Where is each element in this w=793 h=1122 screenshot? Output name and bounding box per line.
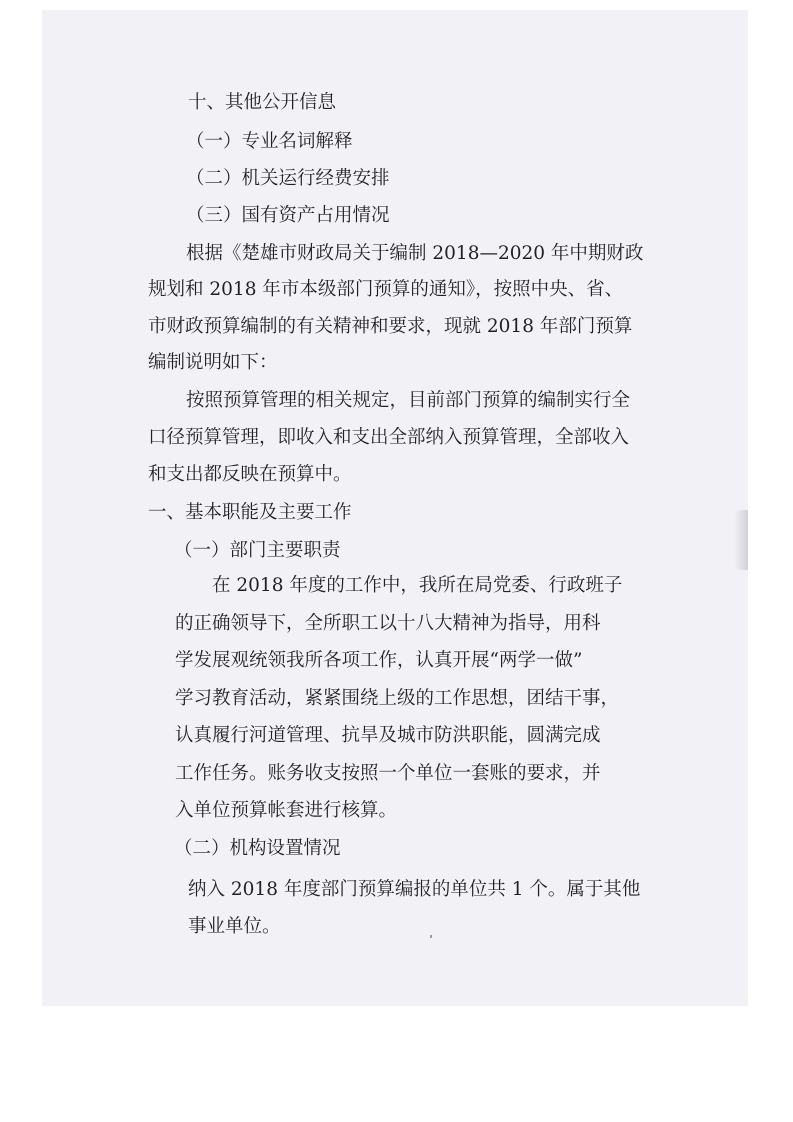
paragraph-line: 工作任务。账务收支按照一个单位一套账的要求，并 [175,763,601,784]
scan-speck [430,935,432,938]
subheading-state-assets: （三）国有资产占用情况 [186,205,390,226]
paragraph-line: 的正确领导下，全所职工以十八大精神为指导，用科 [175,613,601,634]
paragraph-line: 口径预算管理，即收入和支出全部纳入预算管理，全部收入 [148,427,630,448]
page-edge-shadow [734,510,748,570]
paragraph-line: 学习教育活动，紧紧围绕上级的工作思想，团结干事， [175,688,620,709]
paragraph-line: 和支出都反映在预算中。 [148,464,352,485]
paragraph-line: 入单位预算帐套进行核算。 [175,800,398,821]
section-heading-other-info: 十、其他公开信息 [188,92,337,113]
paragraph-line: 在 2018 年度的工作中，我所在局党委、行政班子 [212,575,623,596]
paragraph-line: 学发展观统领我所各项工作，认真开展“两学一做” [175,650,583,671]
paragraph-line: 认真履行河道管理、抗旱及城市防洪职能，圆满完成 [175,725,601,746]
paragraph-line: 纳入 2018 年度部门预算编报的单位共 1 个。属于其他 [188,879,641,900]
paragraph-line: 事业单位。 [188,916,281,937]
paragraph-line: 按照预算管理的相关规定，目前部门预算的编制实行全 [186,390,631,411]
subheading-terms: （一）专业名词解释 [186,131,353,152]
section-heading-functions: 一、基本职能及主要工作 [148,502,352,523]
paragraph-line: 编制说明如下： [148,352,278,373]
paragraph-line: 根据《楚雄市财政局关于编制 2018—2020 年中期财政 [186,243,644,264]
paragraph-line: 市财政预算编制的有关精神和要求，现就 2018 年部门预算 [148,316,633,337]
paragraph-line: 规划和 2018 年市本级部门预算的通知》，按照中央、省、 [148,279,624,300]
subheading-main-duties: （一）部门主要职责 [174,540,341,561]
subheading-org-structure: （二）机构设置情况 [174,838,341,859]
subheading-operating-costs: （二）机关运行经费安排 [186,168,390,189]
